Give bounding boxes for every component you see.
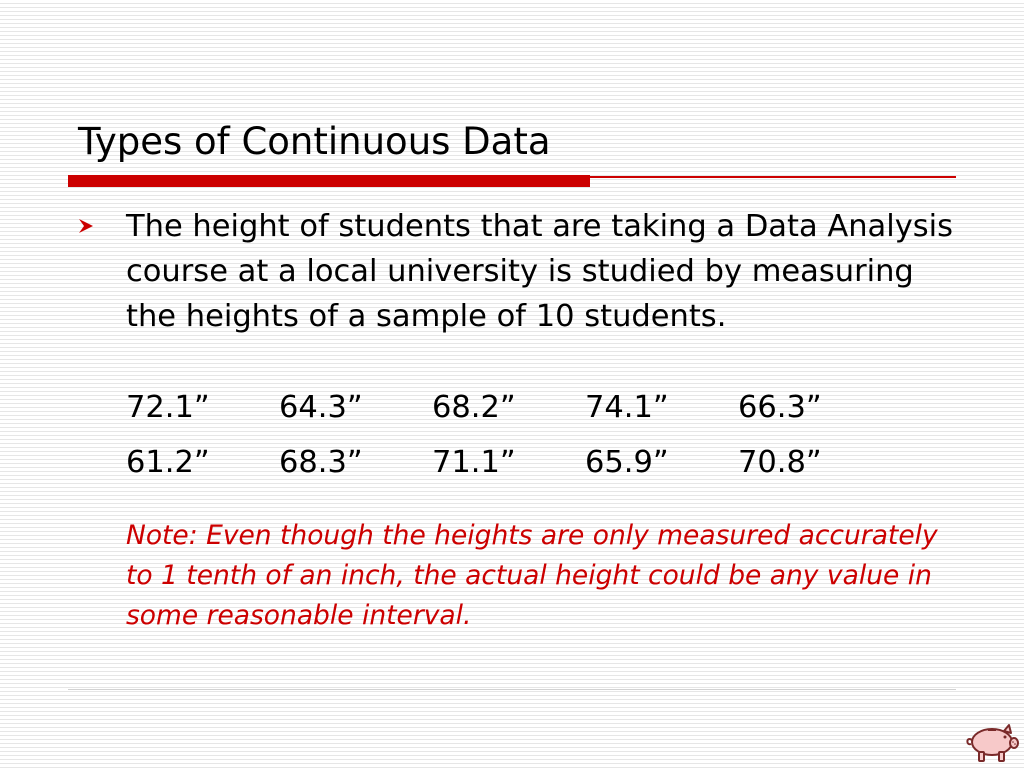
- title-underline-thin: [590, 176, 956, 178]
- footer-divider: [68, 689, 956, 690]
- slide-title: Types of Continuous Data: [78, 120, 551, 163]
- height-value: 61.2”: [126, 445, 210, 480]
- title-underline-thick: [68, 175, 590, 187]
- bullet-paragraph: [126, 204, 966, 339]
- piggy-bank-icon: [962, 722, 1020, 764]
- height-value: 64.3”: [279, 390, 363, 425]
- height-value: 70.8”: [738, 445, 822, 480]
- height-value: 71.1”: [432, 445, 516, 480]
- height-value: 74.1”: [585, 390, 669, 425]
- height-value: 65.9”: [585, 445, 669, 480]
- bullet-text: The height of students that are taking a Data Analysis course at a local university is studied by measuring the heights of a sample of 10 students.: [126, 209, 953, 334]
- height-value: 68.3”: [279, 445, 363, 480]
- height-value: 66.3”: [738, 390, 822, 425]
- height-value: 72.1”: [126, 390, 210, 425]
- note-text: Note: Even though the heights are only measured accurately to 1 tenth of an inch, the actual height could be any value in some reasonable interval.: [126, 520, 938, 631]
- arrow-bullet-icon: [78, 218, 94, 234]
- height-value: 68.2”: [432, 390, 516, 425]
- data-row-1: [126, 385, 891, 430]
- data-row-2: [126, 440, 891, 485]
